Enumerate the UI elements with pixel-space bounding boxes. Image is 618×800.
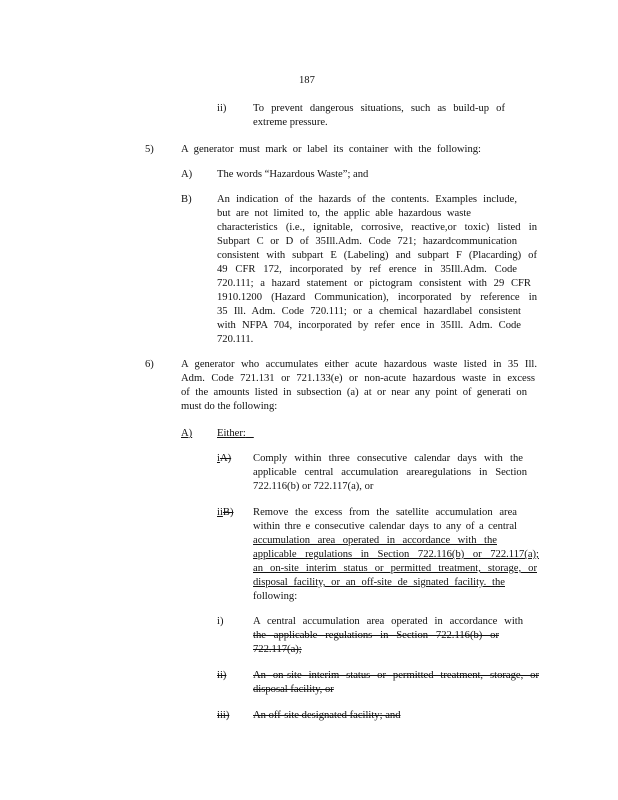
text-line: with NFPA 704, incorporated by refer ence in 35Ill. Adm. Code [217,320,521,331]
text-line: 722.116(b) or 722.117(a), or [253,481,374,492]
text-line: characteristics (i.e., ignitable, corrosive, reactive,or toxic) listed in [217,222,537,233]
text-line: Subpart C or D of 35Ill.Adm. Code 721; hazardcommunication [217,236,517,247]
item-5A-label: A) [181,169,193,180]
text-line: 35 Ill. Adm. Code 720.111; or a chemical hazardlabel consistent [217,306,521,317]
page-number: 187 [299,75,315,86]
text-line: an on-site interim status or permitted treatment, storage, or [253,563,537,574]
item-6i-label: iA) [217,453,232,464]
item-5A-text: The words “Hazardous Waste”; and [217,169,369,180]
text-line: applicable central accumulation arearegulations in Section [253,467,527,478]
text-line: of the amounts listed in subsection (a) at or near any point of generati on [181,387,527,398]
text-line: must do the following: [181,401,278,412]
item-6ii-sub-ii-label: ii) [217,670,227,681]
item-6ii-text [253,506,539,604]
item-6ii-sub-iii-label: iii) [217,710,230,721]
text-line: A generator who accumulates either acute hazardous waste listed in 35 Ill. [181,359,537,370]
item-6ii-sub-ii-text [253,669,539,697]
text-line: disposal facility, or [253,684,334,695]
text-line: An on-site interim status or permitted treatment, storage, or [253,670,539,681]
item-6i-text [253,452,527,494]
text-line: An indication of the hazards of the contents. Examples include, [217,194,517,205]
text-line: To prevent dangerous situations, such as build-up of [253,103,505,114]
item-6-label: 6) [145,359,154,370]
text-line: disposal facility, or an off-site de signated facility. the [253,577,505,588]
item-6-text [181,358,537,414]
text-line: Comply within three consecutive calendar days with the [253,453,523,464]
text-line: 720.111. [217,334,254,345]
item-ii-label: ii) [217,103,227,114]
text-line: consistent with subpart E (Labeling) and subpart F (Placarding) of [217,250,537,261]
text-line: extreme pressure. [253,117,328,128]
text-line: 722.117(a); [253,644,302,655]
text-line: accumulation area operated in accordance with the [253,535,497,546]
text-line: following: [253,591,298,602]
item-5B-text [217,193,537,347]
item-5-label: 5) [145,144,154,155]
text-line: applicable regulations in Section 722.116(b) or 722.117(a); [253,549,539,560]
item-5-text: A generator must mark or label its container with the following: [181,144,481,155]
text-line: A central accumulation area operated in accordance with [253,616,523,627]
text-line: the applicable regulations in Section 722.116(b) or [253,630,499,641]
text-line: 720.111; a hazard statement or pictogram consistent with 29 CFR [217,278,531,289]
text-line: 1910.1200 (Hazard Communication), incorporated by reference in [217,292,537,303]
item-6ii-sub-i-label: i) [217,616,224,627]
text-line: but are not limited to, the applic able hazardous waste [217,208,471,219]
item-6ii-sub-iii-text: An off-site designated facility; and [253,710,401,721]
item-5B-label: B) [181,194,192,205]
text-line: within thre e consecutive calendar days to any of a central [253,521,517,532]
text-line: 49 CFR 172, incorporated by ref erence in 35Ill.Adm. Code [217,264,517,275]
text-line: Remove the excess from the satellite accumulation area [253,507,517,518]
text-line: Adm. Code 721.131 or 721.133(e) or non-acute hazardous waste in excess [181,373,535,384]
item-6A-label: A) [181,428,193,439]
item-6ii-label: iiB) [217,507,234,518]
item-6A-text: Either: [217,428,246,439]
item-6ii-sub-i-text [253,615,523,657]
item-ii-text [253,102,505,130]
